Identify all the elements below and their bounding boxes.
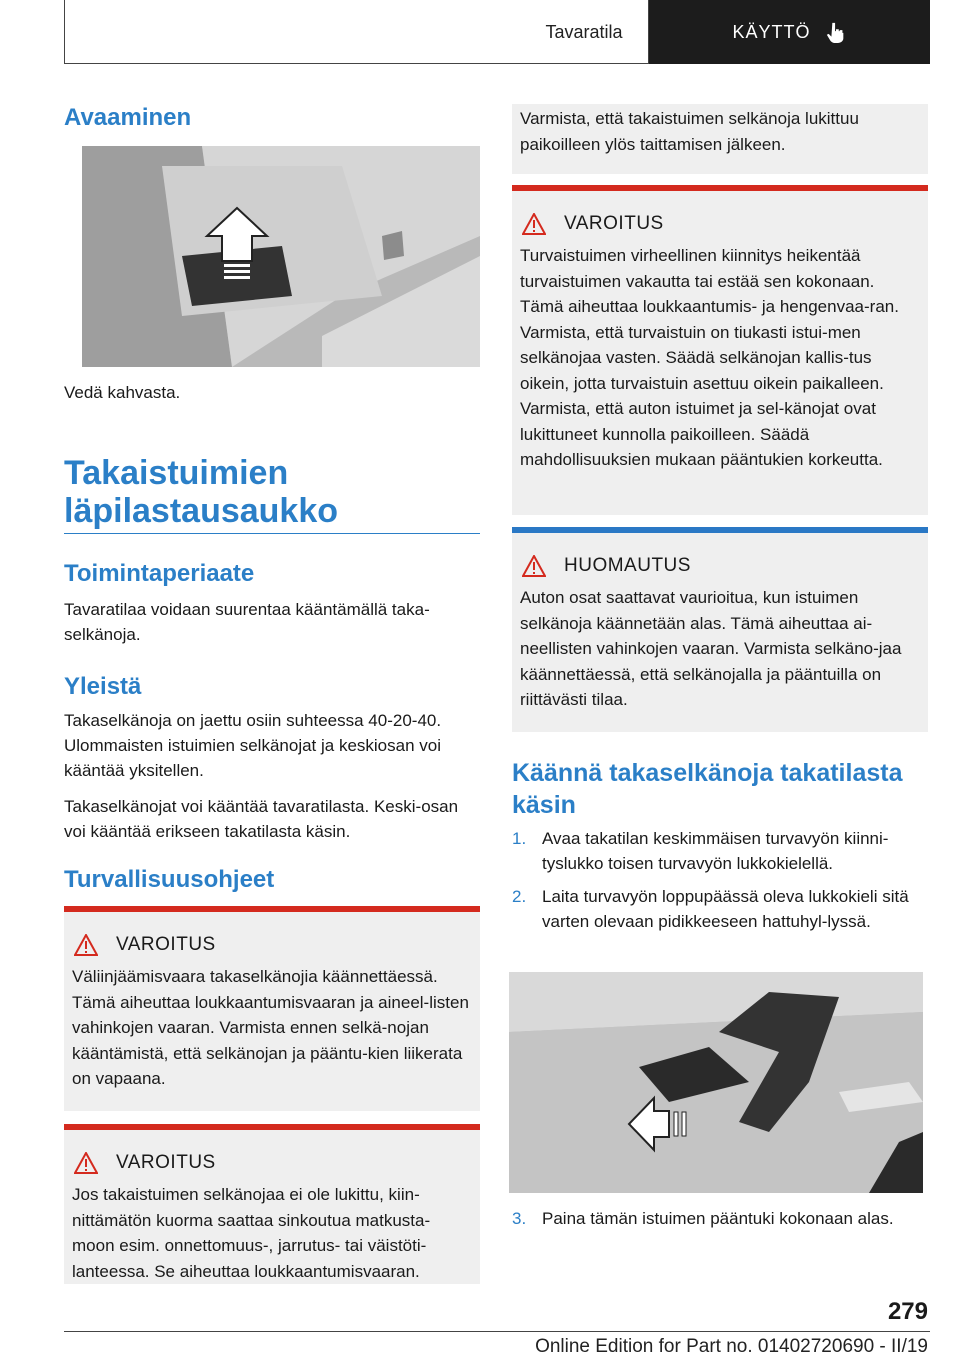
header-chapter-tab (649, 0, 930, 64)
general-text-1: Takaselkänoja on jaettu osiin suhteessa 40-20-40. Ulommaisten istuimien selkänojat ja keskiosan voi kääntää yksitellen. (64, 711, 442, 780)
warning-box-1 (64, 906, 480, 1111)
principle-heading: Toimintaperiaate (64, 560, 255, 587)
trunk-handle-illustration (82, 146, 480, 367)
warning-title-row-2 (64, 1130, 480, 1182)
steps-list-a (512, 826, 928, 942)
notice-text: Auton osat saattavat vaurioitua, kun istuimen selkänoja käännetään alas. Tämä aiheuttaa ai-neellisten vahinkojen vaaran. Varmista selkäno-jaa käännettäessä, että selkänojalla ja pääntuilla on riittävästi tilaa. (520, 588, 902, 709)
step-text: Paina tämän istuimen pääntuki kokonaan alas. (542, 1209, 894, 1228)
warning-box-3 (512, 185, 928, 515)
step-number: 1. (512, 829, 527, 848)
general-heading: Yleistä (64, 673, 142, 700)
principle-text: Tavaratilaa voidaan suurentaa kääntämällä taka-selkänoja. (64, 600, 430, 644)
warning-title-2: VAROITUS (116, 1152, 216, 1173)
opening-caption: Vedä kahvasta. (64, 383, 181, 402)
list-item (512, 826, 928, 876)
general-text-2: Takaselkänojat voi kääntää tavaratilasta. Keski-osan voi kääntää erikseen takatilasta käsin. (64, 797, 459, 841)
warning-title-row-1 (64, 912, 480, 964)
warning-title-3: VAROITUS (564, 213, 664, 234)
step-number: 3. (512, 1209, 527, 1228)
footer-rule (64, 1331, 930, 1332)
header-left-border (64, 0, 65, 64)
fold-heading: Käännä takaselkänoja takatilasta käsin (512, 759, 903, 819)
main-heading-rule (64, 533, 480, 534)
parcel-shelf-illustration (509, 972, 923, 1193)
warning-text-1: Väliinjäämisvaara takaselkänojia käännettäessä. Tämä aiheuttaa loukkaantumisvaaran ja aineel-listen vahinkojen vaaran. Varmista ennen selkä-nojan kääntämistä, että selkänojan ja pääntu-kien liikerata on vapaana. (72, 967, 469, 1088)
notice-triangle-icon (522, 555, 546, 577)
warning-text-3: Turvaistuimen virheellinen kiinnitys heikentää turvaistuimen vakautta tai estää sen kokonaan. Tämä aiheuttaa loukkaantumis- ja hengenvaa-ran. Varmista, että turvaistuin on tiukasti istui-men selkänojaa vasten. Säädä selkänojan kallis-tus oikein, jotta turvaistuin asettuu oikein paikalleen. Varmista, että auton istuimet ja sel-känojat ovat lukittuneet kunnolla paikoilleen. Säädä mahdollisuuksien mukaan pääntukien korkeutta. (520, 246, 899, 469)
warning-triangle-icon (74, 1152, 98, 1174)
pointing-hand-icon (825, 21, 847, 43)
warning-title-row-3 (512, 191, 928, 243)
header-chapter-label: KÄYTTÖ (732, 21, 811, 42)
opening-heading: Avaaminen (64, 104, 192, 131)
header-section-label: Tavaratila (520, 0, 649, 64)
step-text: Laita turvavyön loppupäässä oleva lukkokieli sitä varten olevaan pidikkeeseen hattuhyl-lyssä. (542, 887, 909, 931)
main-heading-line1: Takaistuimien (64, 454, 289, 492)
safety-heading: Turvallisuusohjeet (64, 866, 275, 893)
warning-triangle-icon (522, 213, 546, 235)
list-item (512, 884, 928, 934)
step-text: Avaa takatilan keskimmäisen turvavyön kiinni-tyslukko toisen turvavyön lukkokielellä. (542, 829, 889, 873)
warning-triangle-icon (74, 934, 98, 956)
warning-box-2 (64, 1124, 480, 1284)
main-heading-line2: läpilastausaukko (64, 492, 339, 530)
footer-edition: Online Edition for Part no. 01402720690 - II/19 (535, 1336, 928, 1357)
notice-title-row (512, 533, 928, 585)
notice-box (512, 527, 928, 732)
step-number: 2. (512, 887, 527, 906)
steps-list-b (512, 1206, 928, 1239)
list-item (512, 1206, 928, 1231)
main-heading (64, 454, 480, 530)
notice-title: HUOMAUTUS (564, 555, 691, 576)
continued-box (512, 104, 928, 174)
page-number: 279 (887, 1298, 928, 1325)
parcel-shelf-photo (509, 972, 923, 1193)
continued-text: Varmista, että takaistuimen selkänoja lukittuu paikoilleen ylös taittamisen jälkeen. (520, 109, 859, 154)
warning-text-2: Jos takaistuimen selkänojaa ei ole lukittu, kiin-nittämätön kuorma saattaa sinkoutua matkusta-moon esim. onnettomuus-, jarrutus- tai väistöti-lanteessa. Se aiheuttaa loukkaantumisvaaran. (72, 1185, 431, 1281)
warning-title-1: VAROITUS (116, 934, 216, 955)
trunk-handle-photo (82, 146, 480, 367)
